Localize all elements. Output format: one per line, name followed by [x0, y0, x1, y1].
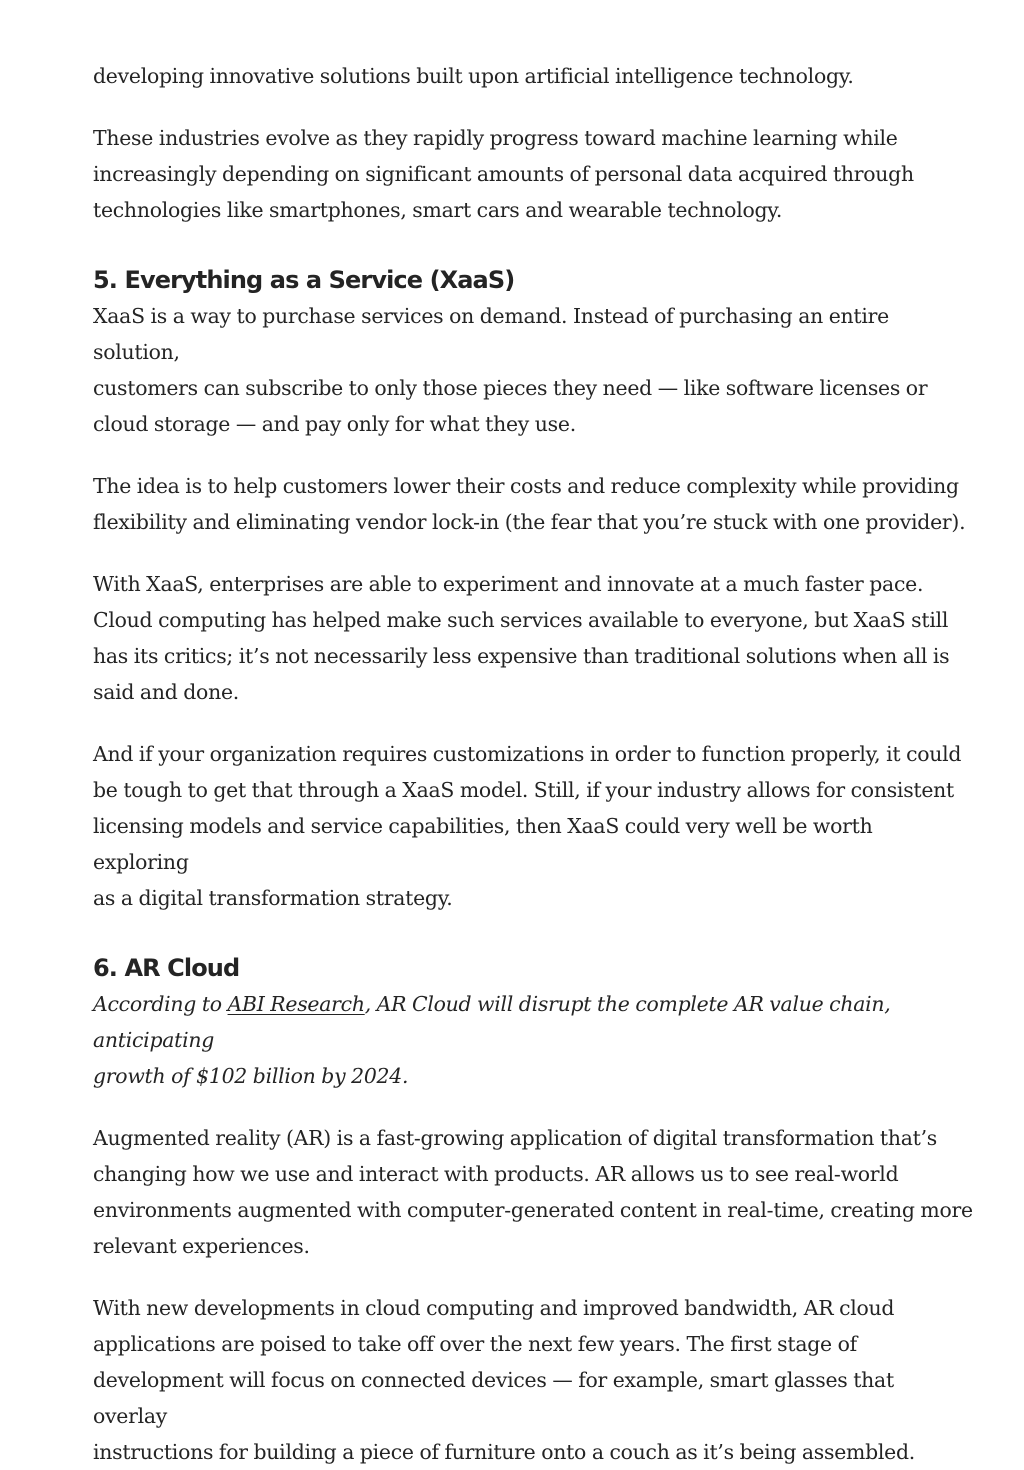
section-heading-ar-cloud: 6. AR Cloud: [93, 954, 240, 982]
article-body: [93, 58, 973, 1470]
abi-research-link[interactable]: ABI Research: [227, 992, 365, 1016]
paragraph-xaas-definition: XaaS is a way to purchase services on demand. Instead of purchasing an entire solution, customers can subscribe to only those pieces they need — like software licenses or cloud storage — and pay only for what they use.: [93, 304, 928, 436]
paragraph-ai-intro-tail: developing innovative solutions built upon artificial intelligence technology.: [93, 64, 854, 88]
quote-abi-research: [93, 986, 973, 1094]
quote-text-before: According to: [93, 992, 228, 1016]
paragraph-industries: These industries evolve as they rapidly progress toward machine learning while increasingly depending on significant amounts of personal data acquired through technologies like smartphones, smart cars and wearable technology.: [93, 126, 914, 222]
paragraph-ar-definition: Augmented reality (AR) is a fast-growing application of digital transformation that’s changing how we use and interact with products. AR allows us to see real-world environments augmented with computer-generated content in real-time, creating more relevant experiences.: [93, 1126, 973, 1258]
paragraph-xaas-idea: The idea is to help customers lower their costs and reduce complexity while providing flexibility and eliminating vendor lock-in (the fear that you’re stuck with one provider).: [93, 474, 966, 534]
section-heading-xaas: 5. Everything as a Service (XaaS): [93, 266, 515, 294]
paragraph-xaas-enterprises: With XaaS, enterprises are able to experiment and innovate at a much faster pace. Cloud computing has helped make such services available to everyone, but XaaS still has its critics; it’s not necessarily less expensive than traditional solutions when all is said and done.: [93, 572, 950, 704]
paragraph-xaas-customizations: And if your organization requires customizations in order to function properly, it could be tough to get that through a XaaS model. Still, if your industry allows for consistent licensing models and service capabilities, then XaaS could very well be worth exploring as a digital transformation strategy.: [93, 742, 962, 910]
paragraph-ar-cloud-developments: With new developments in cloud computing and improved bandwidth, AR cloud applications are poised to take off over the next few years. The first stage of development will focus on connected devices — for example, smart glasses that overlay instructions for building a piece of furniture onto a couch as it’s being assembled.: [93, 1296, 916, 1464]
quote-text-after: , AR Cloud will disrupt the complete AR value chain, anticipating growth of $102 billion by 2024.: [93, 992, 891, 1088]
